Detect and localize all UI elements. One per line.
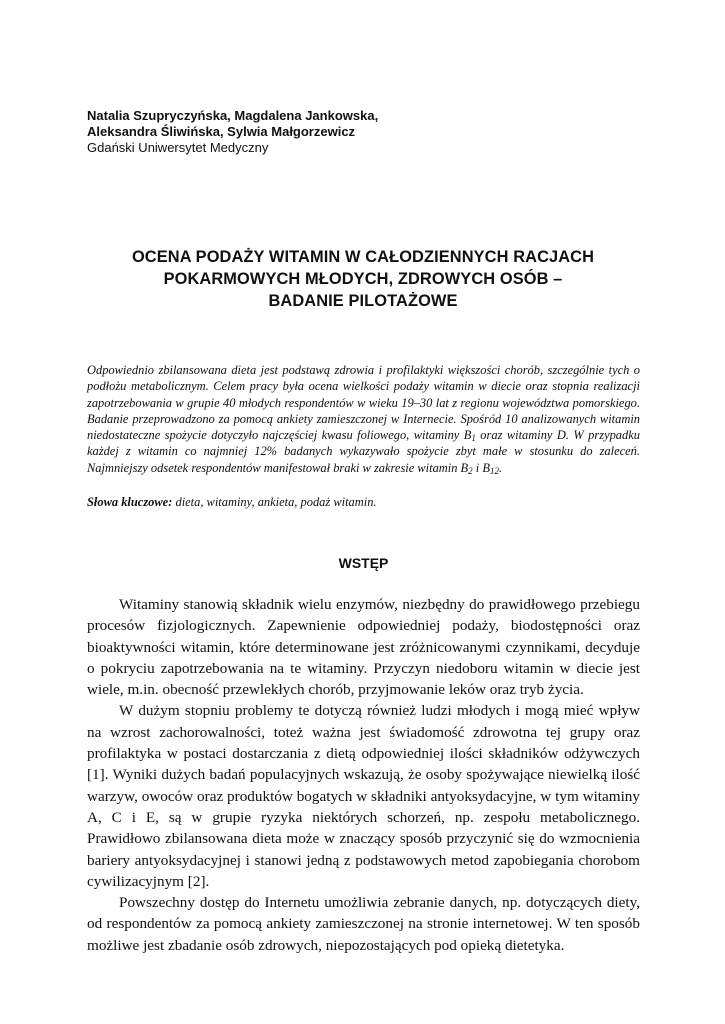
authors-line-1: Natalia Szupryczyńska, Magdalena Jankowska, <box>87 108 379 123</box>
title-line-2: POKARMOWYCH MŁODYCH, ZDROWYCH OSÓB – <box>163 270 563 288</box>
title-line-3: BADANIE PILOTAŻOWE <box>268 292 458 310</box>
author-block <box>87 108 647 156</box>
affiliation: Gdański Uniwersytet Medyczny <box>87 140 269 155</box>
section-heading: WSTĘP <box>338 555 389 571</box>
abstract-part-c: i B <box>472 460 490 475</box>
abstract-part-b: oraz witaminy D. W przypadku każdej z witamin co najmniej 12% badanych wykazywało spożycie zbyt małe w stosunku do zaleceń. Najmniejszy odsetek respondentów manifestował braki w zakresie witamin B <box>87 428 640 475</box>
authors-line-2: Aleksandra Śliwińska, Sylwia Małgorzewicz <box>87 124 356 139</box>
keywords <box>87 494 640 510</box>
keywords-text: dieta, witaminy, ankieta, podaż witamin. <box>172 495 377 509</box>
paper-title <box>87 246 639 312</box>
paragraph-1: Witaminy stanowią składnik wielu enzymów, niezbędny do prawidłowego przebiegu procesów fizjologicznych. Zapewnienie odpowiedniej podaży, biodostępności oraz bioaktywności witamin, które determinowane jest zróżnicowanymi czynnikami, decyduje o pokryciu zapotrzebowania na te witaminy. Przyczyn niedoboru witamin w diecie jest wiele, m.in. obecność przewlekłych chorób, przyjmowanie leków oraz tryb życia. <box>87 596 640 699</box>
abstract-part-d: . <box>498 460 503 475</box>
paragraph-2: W dużym stopniu problemy te dotyczą również ludzi młodych i mogą mieć wpływ na wzrost zachorowalności, toteż ważna jest świadomość zdrowotna tej grupy oraz profilaktyka w postaci dostarczania z dietą odpowiedniej ilości składników odżywczych [1]. Wyniki dużych badań populacyjnych wskazują, że osoby spożywające niewielką ilość warzyw, owoców oraz produktów bogatych w składniki antyoksydacyjne, w tym witaminy A, C i E, są w grupie ryzyka niektórych schorzeń, np. zespołu metabolicznego. Prawidłowo zbilansowana dieta może w znaczący sposób przyczynić się do wzmocnienia bariery antyoksydacyjnej i stanowi jedną z podstawowych metod zapobiegania chorobom cywilizacyjnym [2]. <box>87 702 640 890</box>
abstract-text <box>87 362 640 476</box>
keywords-label: Słowa kluczowe: <box>87 495 173 509</box>
title-line-1: OCENA PODAŻY WITAMIN W CAŁODZIENNYCH RACJACH <box>131 248 595 266</box>
abstract-part-a: Odpowiednio zbilansowana dieta jest podstawą zdrowia i profilaktyki większości chorób, szczególnie tych o podłożu metabolicznym. Celem pracy była ocena wielkości podaży witamin w diecie oraz stopnia realizacji zapotrzebowania w grupie 40 młodych respondentów w wieku 19–30 lat z regionu województwa pomorskiego. Badanie przeprowadzono za pomocą ankiety zamieszczonej w Internecie. Spośród 10 analizowanych witamin niedostateczne spożycie dotyczyło najczęściej kwasu foliowego, witaminy B <box>87 363 640 443</box>
subscript-1: 1 <box>471 433 476 444</box>
subscript-2: 2 <box>468 465 473 476</box>
subscript-12: 12 <box>489 465 499 476</box>
paragraph-3: Powszechny dostęp do Internetu umożliwia zebranie danych, np. dotyczących diety, od respondentów za pomocą ankiety zamieszczonej na stronie internetowej. W ten sposób możliwe jest zbadanie osób zdrowych, niepozostających pod opieką dietetyka. <box>87 894 640 954</box>
abstract <box>87 362 640 476</box>
body-text <box>87 594 640 956</box>
